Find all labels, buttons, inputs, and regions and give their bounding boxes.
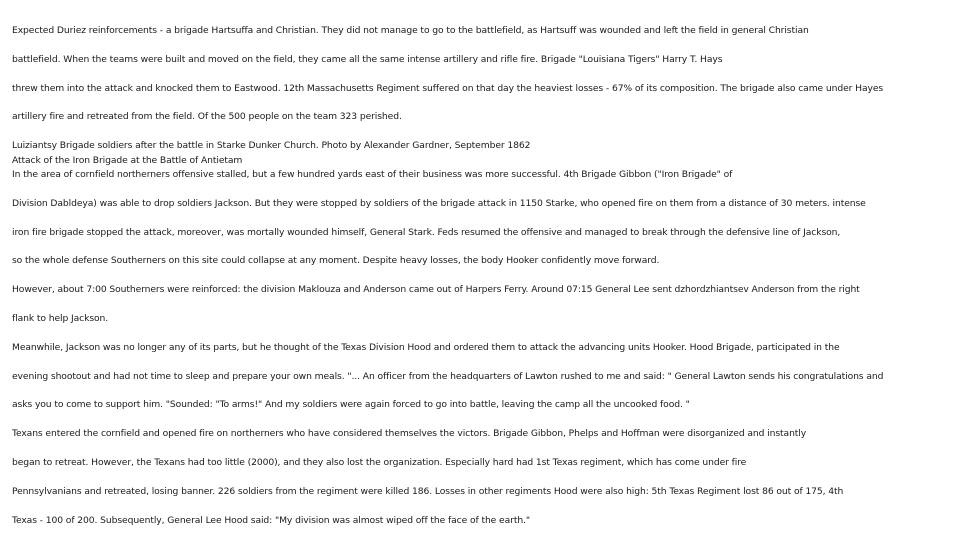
text-line: asks you to come to support him. "Sounded: "To arms!" And my soldiers were again forced to go into battle, leaving the camp all the uncooked food. " <box>12 399 690 410</box>
text-line: Texas - 100 of 200. Subsequently, General Lee Hood said: "My division was almost wiped off the face of the earth." <box>12 515 530 526</box>
text-line: However, about 7:00 Southerners were reinforced: the division Maklouza and Anderson came out of Harpers Ferry. Around 07:15 General Lee sent dzhordzhiantsev Anderson from the right <box>12 284 860 295</box>
text-line: iron fire brigade stopped the attack, moreover, was mortally wounded himself, General Stark. Feds resumed the offensive and managed to break through the defensive line of Jackson, <box>12 227 841 238</box>
text-line: battlefield. When the teams were built and moved on the field, they came all the same intense artillery and rifle fire. Brigade "Louisiana Tigers" Harry T. Hays <box>12 54 723 65</box>
text-line: threw them into the attack and knocked them to Eastwood. 12th Massachusetts Regiment suffered on that day the heaviest losses - 67% of its composition. The brigade also came under Hayes <box>12 83 884 94</box>
text-line: In the area of cornfield northerners offensive stalled, but a few hundred yards east of their business was more successful. 4th Brigade Gibbon ("Iron Brigade" of <box>12 169 733 180</box>
photo-caption: Luiziantsy Brigade soldiers after the battle in Starke Dunker Church. Photo by Alexander Gardner, September 1862 <box>12 140 531 151</box>
text-line: Meanwhile, Jackson was no longer any of its parts, but he thought of the Texas Division Hood and ordered them to attack the advancing units Hooker. Hood Brigade, participated in the <box>12 342 840 353</box>
text-line: Texans entered the cornfield and opened fire on northerners who have considered themselves the victors. Brigade Gibbon, Phelps and Hoffman were disorganized and instantly <box>12 428 807 439</box>
text-line: flank to help Jackson. <box>12 313 109 324</box>
text-line: so the whole defense Southerners on this site could collapse at any moment. Despite heavy losses, the body Hooker confidently move forward. <box>12 255 660 266</box>
text-line: Expected Duriez reinforcements - a brigade Hartsuffa and Christian. They did not manage to go to the battlefield, as Hartsuff was wounded and left the field in general Christian <box>12 25 809 36</box>
text-line: evening shootout and had not time to sleep and prepare your own meals. "... An officer from the headquarters of Lawton rushed to me and said: " General Lawton sends his congratulations and <box>12 371 884 382</box>
text-line: began to retreat. However, the Texans had too little (2000), and they also lost the organization. Especially hard had 1st Texas regiment, which has come under fire <box>12 457 747 468</box>
section-heading: Attack of the Iron Brigade at the Battle of Antietam <box>12 155 243 166</box>
text-line: artillery fire and retreated from the field. Of the 500 people on the team 323 perished. <box>12 111 402 122</box>
text-line: Pennsylvanians and retreated, losing banner. 226 soldiers from the regiment were killed 186. Losses in other regiments Hood were also high: 5th Texas Regiment lost 86 out of 175, 4th <box>12 486 844 497</box>
text-line: Division Dabldeya) was able to drop soldiers Jackson. But they were stopped by soldiers of the brigade attack in 1150 Starke, who opened fire on them from a distance of 30 meters. intense <box>12 198 866 209</box>
